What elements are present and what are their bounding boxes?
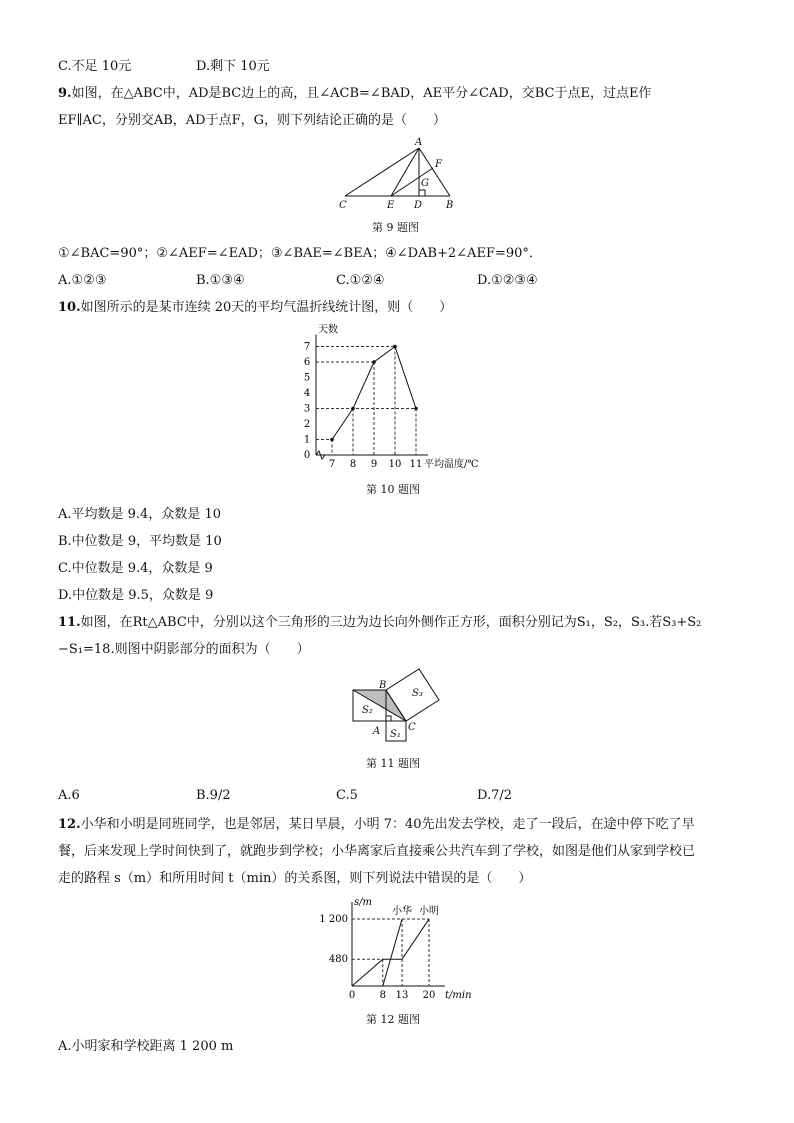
q11-label-s2: S₂ [362, 705, 373, 716]
q9-option-d: D.①②③④ [477, 273, 538, 288]
q10-caption: 第 10 题图 [366, 483, 420, 496]
q9-statements: ①∠BAC=90°；②∠AEF=∠EAD；③∠BAE=∠BEA；④∠DAB+2∠AEF=90°． [58, 246, 542, 261]
q12-x-tick-0: 0 [348, 990, 356, 1001]
q10-y-tick-1: 1 [303, 434, 311, 446]
q10-point-9 [372, 360, 376, 364]
q12-x-tick-20: 20 [422, 990, 436, 1001]
q11-stem-line2: −S₁=18.则图中阴影部分的面积为（ ） [58, 642, 310, 657]
q11-label-s3: S₃ [412, 688, 423, 699]
q12-y-tick-1200: 1 200 [319, 914, 348, 926]
q9-option-b: B.①③④ [196, 273, 245, 288]
q9-label-a: A [415, 137, 423, 148]
q10-point-7 [330, 438, 334, 442]
q10-option-d: D.中位数是 9.5，众数是 9 [58, 588, 214, 603]
q11-option-c: C.5 [336, 788, 358, 803]
q12-option-a: A.小明家和学校距离 1 200 m [58, 1039, 234, 1054]
q10-point-8 [351, 407, 355, 411]
q11-caption: 第 11 题图 [366, 757, 420, 770]
q10-number: 10. [58, 300, 81, 315]
q10-y-tick-6: 6 [303, 357, 311, 368]
q11-label-c: C [408, 722, 416, 733]
q10-y-tick-3: 3 [303, 403, 311, 415]
q11-number: 11. [58, 615, 81, 630]
q10-y-tick-4: 4 [303, 388, 311, 399]
q12-caption: 第 12 题图 [366, 1013, 420, 1026]
q8-option-c: C.不足 10元 [58, 59, 132, 74]
q10-y-tick-7: 7 [303, 341, 311, 353]
q12-series-1 [352, 919, 429, 986]
q10-chart [290, 322, 500, 472]
q12-stem-line2: 餐，后来发现上学时间快到了，就跑步到学校；小华离家后直接乘公共汽车到了学校，如图是他们从家到学校已 [58, 844, 696, 859]
q9-figure [336, 134, 466, 210]
q10-x-label: 平均温度/℃ [424, 459, 479, 470]
q10-option-a: A.平均数是 9.4，众数是 10 [58, 507, 222, 522]
q10-point-10 [393, 345, 397, 349]
q9-label-f: F [435, 159, 442, 170]
q9-option-c: C.①②④ [336, 273, 385, 288]
q11-figure [345, 668, 445, 748]
q9-option-a: A.①②③ [58, 273, 107, 288]
q12-series-label-0: 小华 [392, 906, 413, 918]
q12-y-label: s/m [354, 897, 372, 908]
q10-y-tick-5: 5 [303, 372, 311, 384]
q12-series-label-1: 小明 [419, 906, 439, 918]
q12-number: 12. [58, 817, 81, 832]
q10-x-tick-7: 7 [328, 459, 336, 470]
q12-chart [310, 895, 490, 1005]
q10-option-c: C.中位数是 9.4，众数是 9 [58, 561, 213, 576]
q11-label-s1: S₁ [390, 729, 401, 740]
q10-x-tick-9: 9 [370, 459, 378, 470]
q12-x-tick-8: 8 [379, 990, 386, 1001]
q10-y-tick-2: 2 [303, 419, 311, 430]
q12-stem-line1: 12.小华和小明是同班同学，也是邻居，某日早晨，小明 7：40先出发去学校，走了一段后，在途中停下吃了早 [58, 817, 695, 832]
q10-x-tick-8: 8 [349, 459, 357, 470]
q10-x-tick-10: 10 [388, 459, 402, 470]
q12-x-tick-13: 13 [395, 990, 409, 1001]
q10-y-label: 天数 [318, 324, 338, 336]
q10-point-11 [414, 407, 418, 411]
q10-y-tick-0: 0 [303, 450, 311, 461]
q11-option-b: B.9/2 [196, 788, 231, 803]
q10-x-tick-11: 11 [409, 459, 423, 470]
q11-option-a: A.6 [58, 788, 80, 803]
q11-label-a: A [373, 726, 381, 737]
q10-option-b: B.中位数是 9，平均数是 10 [58, 534, 222, 549]
q9-label-g: G [421, 178, 429, 189]
q12-y-tick-480: 480 [328, 954, 348, 966]
q9-label-d: D [414, 200, 423, 211]
q9-stem-line1: 9.如图，在△ABC中，AD是BC边上的高，且∠ACB=∠BAD，AE平分∠CAD，交BC于点E，过点E作 [58, 86, 652, 101]
q8-option-d: D.剩下 10元 [196, 59, 270, 74]
q9-label-b: B [446, 200, 454, 211]
q10-stem: 10.如图所示的是某市连续 20天的平均气温折线统计图，则（ ） [58, 300, 453, 315]
q9-label-c: C [339, 200, 347, 211]
q9-label-e: E [387, 200, 395, 211]
q11-stem-line1: 11.如图，在Rt△ABC中，分别以这个三角形的三边为边长向外侧作正方形，面积分别记为S₁，S₂，S₃.若S₃+S₂ [58, 615, 702, 630]
q12-x-label: t/min [445, 990, 472, 1001]
q9-caption: 第 9 题图 [372, 221, 419, 234]
q12-stem-line3: 走的路程 s（m）和所用时间 t（min）的关系图，则下列说法中错误的是（ ） [58, 871, 532, 886]
q11-label-b: B [379, 680, 387, 691]
q9-number: 9. [58, 86, 72, 101]
q11-option-d: D.7/2 [477, 788, 513, 803]
q12-series-0 [383, 919, 402, 986]
q9-stem-line2: EF∥AC，分别交AB，AD于点F，G，则下列结论正确的是（ ） [58, 113, 447, 128]
